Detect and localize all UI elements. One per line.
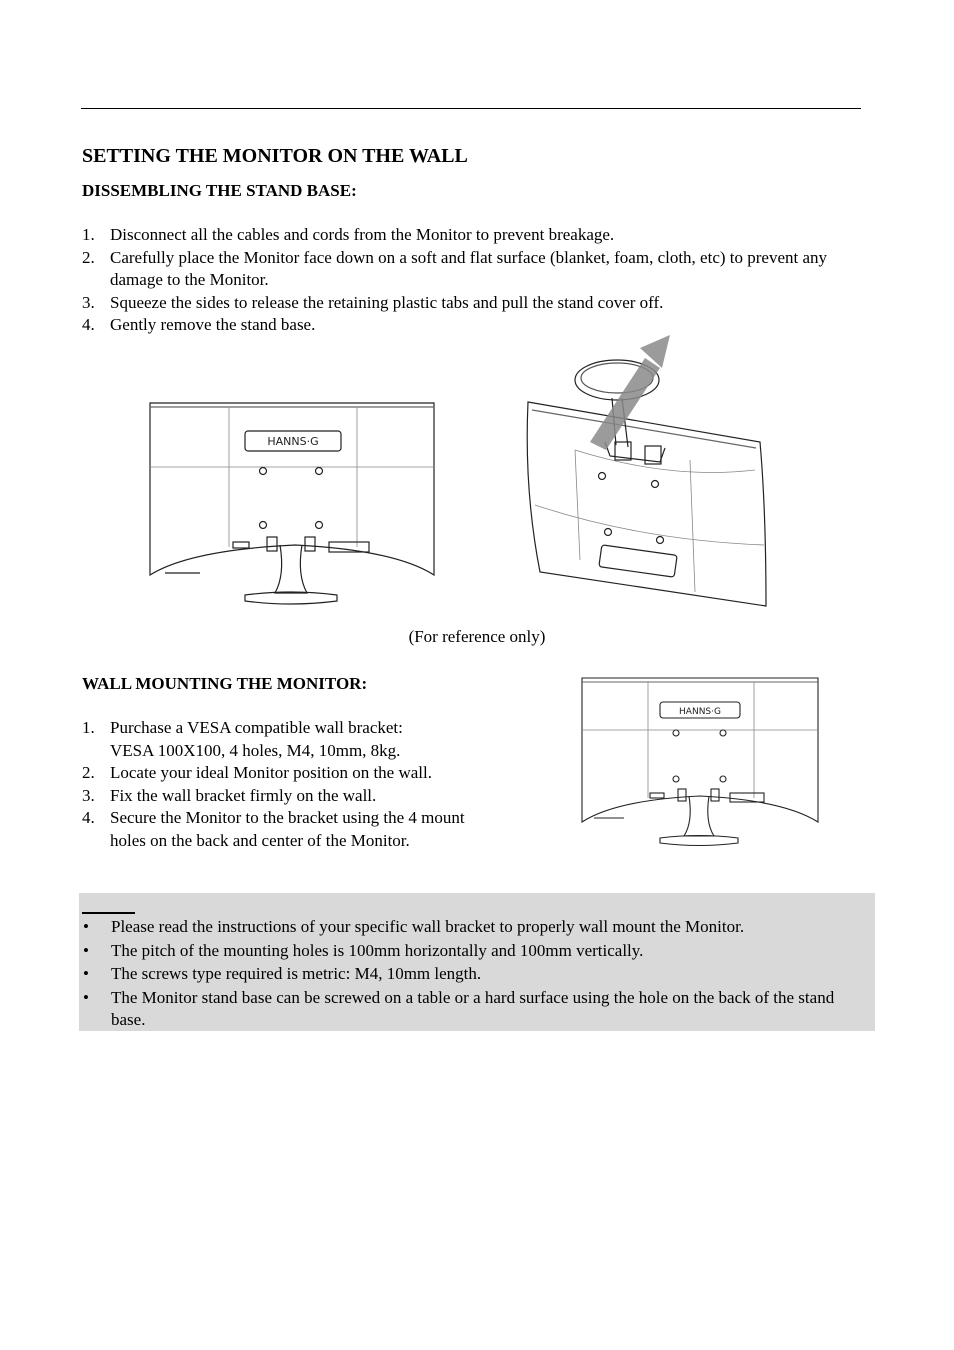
note-list <box>80 916 870 1032</box>
dissembling-steps <box>82 224 842 337</box>
list-item: 4. Gently remove the stand base. <box>82 315 316 334</box>
list-item: 2. Carefully place the Monitor face down on a soft and flat surface (blanket, foam, cloth, etc) to prevent any damage to the Monitor. <box>82 247 828 289</box>
list-item: • The screws type required is metric: M4, 10mm length. <box>80 963 870 986</box>
list-item: • The Monitor stand base can be screwed on a table or a hard surface using the hole on the back of the stand base. <box>83 987 835 1029</box>
list-item: • The pitch of the mounting holes is 100mm horizontally and 100mm vertically. <box>80 940 870 963</box>
list-item: 2. Locate your ideal Monitor position on the wall. <box>82 763 432 782</box>
bullet-icon: • <box>83 987 89 1007</box>
list-item: 3. Fix the wall bracket firmly on the wall. <box>82 785 377 805</box>
list-item: 4. Secure the Monitor to the bracket using the 4 mount holes on the back and center of the Monitor. <box>82 808 465 850</box>
list-item: 1. Disconnect all the cables and cords from the Monitor to prevent breakage. <box>82 225 615 244</box>
monitor-stand-removal-illustration <box>520 330 770 612</box>
bullet-icon: • <box>83 940 89 960</box>
header-rule <box>81 108 861 109</box>
note-heading-rule <box>82 912 135 914</box>
pull-arrow-icon <box>590 358 660 450</box>
page-title: SETTING THE MONITOR ON THE WALL <box>82 145 468 167</box>
monitor-wall-mount-illustration <box>578 672 822 850</box>
list-item: 3. Squeeze the sides to release the retaining plastic tabs and pull the stand cover off. <box>82 292 664 312</box>
section-heading-dissembling: DISSEMBLING THE STAND BASE: <box>82 181 357 200</box>
section-heading-wall-mounting: WALL MOUNTING THE MONITOR: <box>82 674 368 693</box>
monitor-back-illustration <box>145 395 440 610</box>
brand-logo: HANNS·G <box>679 707 721 717</box>
list-item: • Please read the instructions of your specific wall bracket to properly wall mount the Monitor. <box>80 916 870 939</box>
figure-caption: (For reference only) <box>408 627 546 646</box>
brand-logo: HANNS·G <box>267 435 319 448</box>
list-item: 1. Purchase a VESA compatible wall bracket: VESA 100X100, 4 holes, M4, 10mm, 8kg. <box>82 718 403 760</box>
bullet-icon: • <box>83 964 89 983</box>
wall-mounting-steps <box>82 717 542 852</box>
bullet-icon: • <box>83 917 89 936</box>
